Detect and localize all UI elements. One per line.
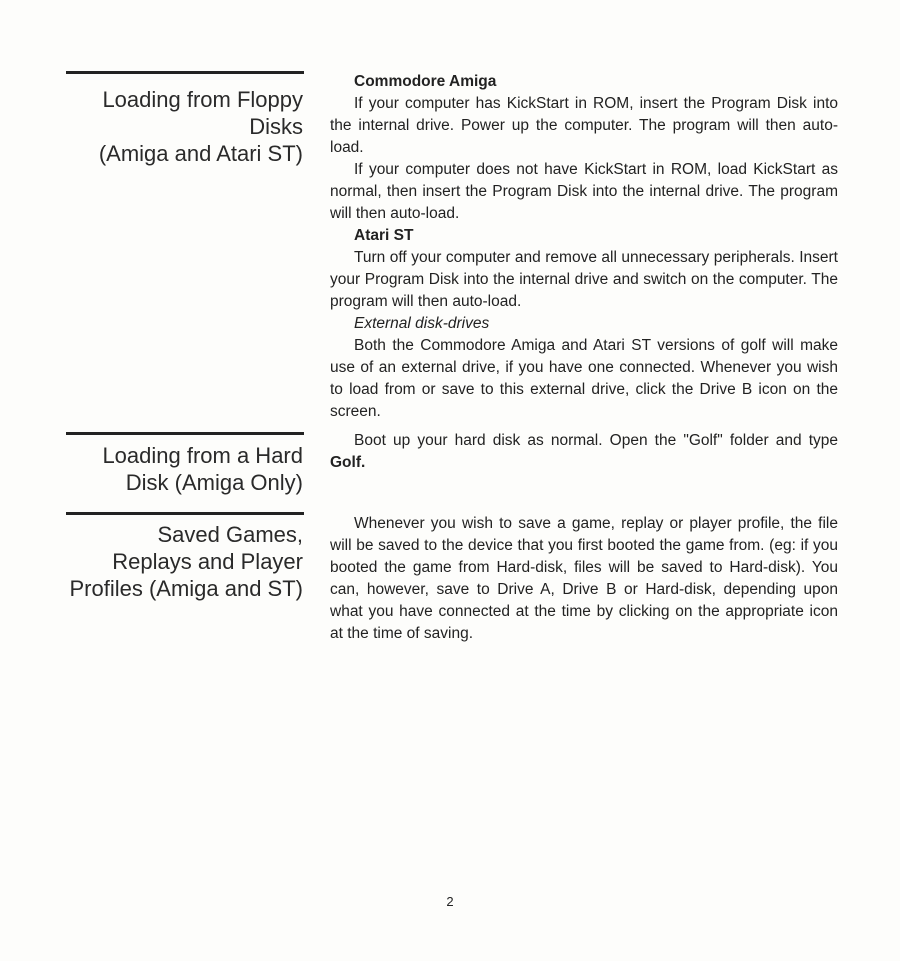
- heading-line: Replays and Player: [112, 549, 303, 574]
- paragraph: Both the Commodore Amiga and Atari ST versions of golf will make use of an external drive, if you have one connected. Whenever you wish to load from or save to this external drive, click the Drive B icon on the screen.: [330, 337, 838, 420]
- paragraph: Whenever you wish to save a game, replay or player profile, the file will be saved to the device that you first booted the game from. (eg: if you booted the game from Hard-disk, files will be saved to Hard-disk). You can, however, save to Drive A, Drive B or Hard-disk, depending upon what you have connected at the time by clicking on the appropriate icon at the time of saving.: [330, 515, 838, 642]
- section-heading-hard-disk: [40, 442, 303, 496]
- subheading-amiga: Commodore Amiga: [354, 73, 497, 90]
- section-heading-saved-games: [40, 521, 303, 602]
- heading-line: Profiles (Amiga and ST): [69, 576, 303, 601]
- subheading-external: External disk-drives: [354, 315, 490, 332]
- subheading-atari: Atari ST: [354, 227, 414, 244]
- section-divider: [66, 432, 304, 435]
- section-body-floppy: [330, 71, 838, 423]
- command-text: Golf.: [330, 454, 366, 471]
- section-divider: [66, 512, 304, 515]
- heading-line: Disk (Amiga Only): [125, 470, 303, 495]
- section-divider: [66, 71, 304, 74]
- section-heading-floppy: [40, 86, 303, 167]
- section-body-hard-disk: [330, 430, 838, 474]
- paragraph: Turn off your computer and remove all unnecessary peripherals. Insert your Program Disk into the internal drive and switch on the computer. The program will then auto-load.: [330, 249, 838, 310]
- paragraph: If your computer has KickStart in ROM, insert the Program Disk into the internal drive. Power up the computer. The program will then auto-load.: [330, 95, 838, 156]
- paragraph-text: Boot up your hard disk as normal. Open the "Golf" folder and type: [354, 432, 838, 449]
- section-body-saved-games: [330, 513, 838, 645]
- heading-line: Loading from Floppy: [102, 87, 303, 112]
- heading-line: Loading from a Hard: [102, 443, 303, 468]
- heading-line: (Amiga and Atari ST): [98, 141, 303, 166]
- paragraph: [330, 430, 838, 474]
- page-number: 2: [446, 894, 454, 909]
- paragraph: If your computer does not have KickStart in ROM, load KickStart as normal, then insert the Program Disk into the internal drive. The program will then auto-load.: [330, 161, 838, 222]
- heading-line: Saved Games,: [157, 522, 303, 547]
- heading-line: Disks: [249, 114, 303, 139]
